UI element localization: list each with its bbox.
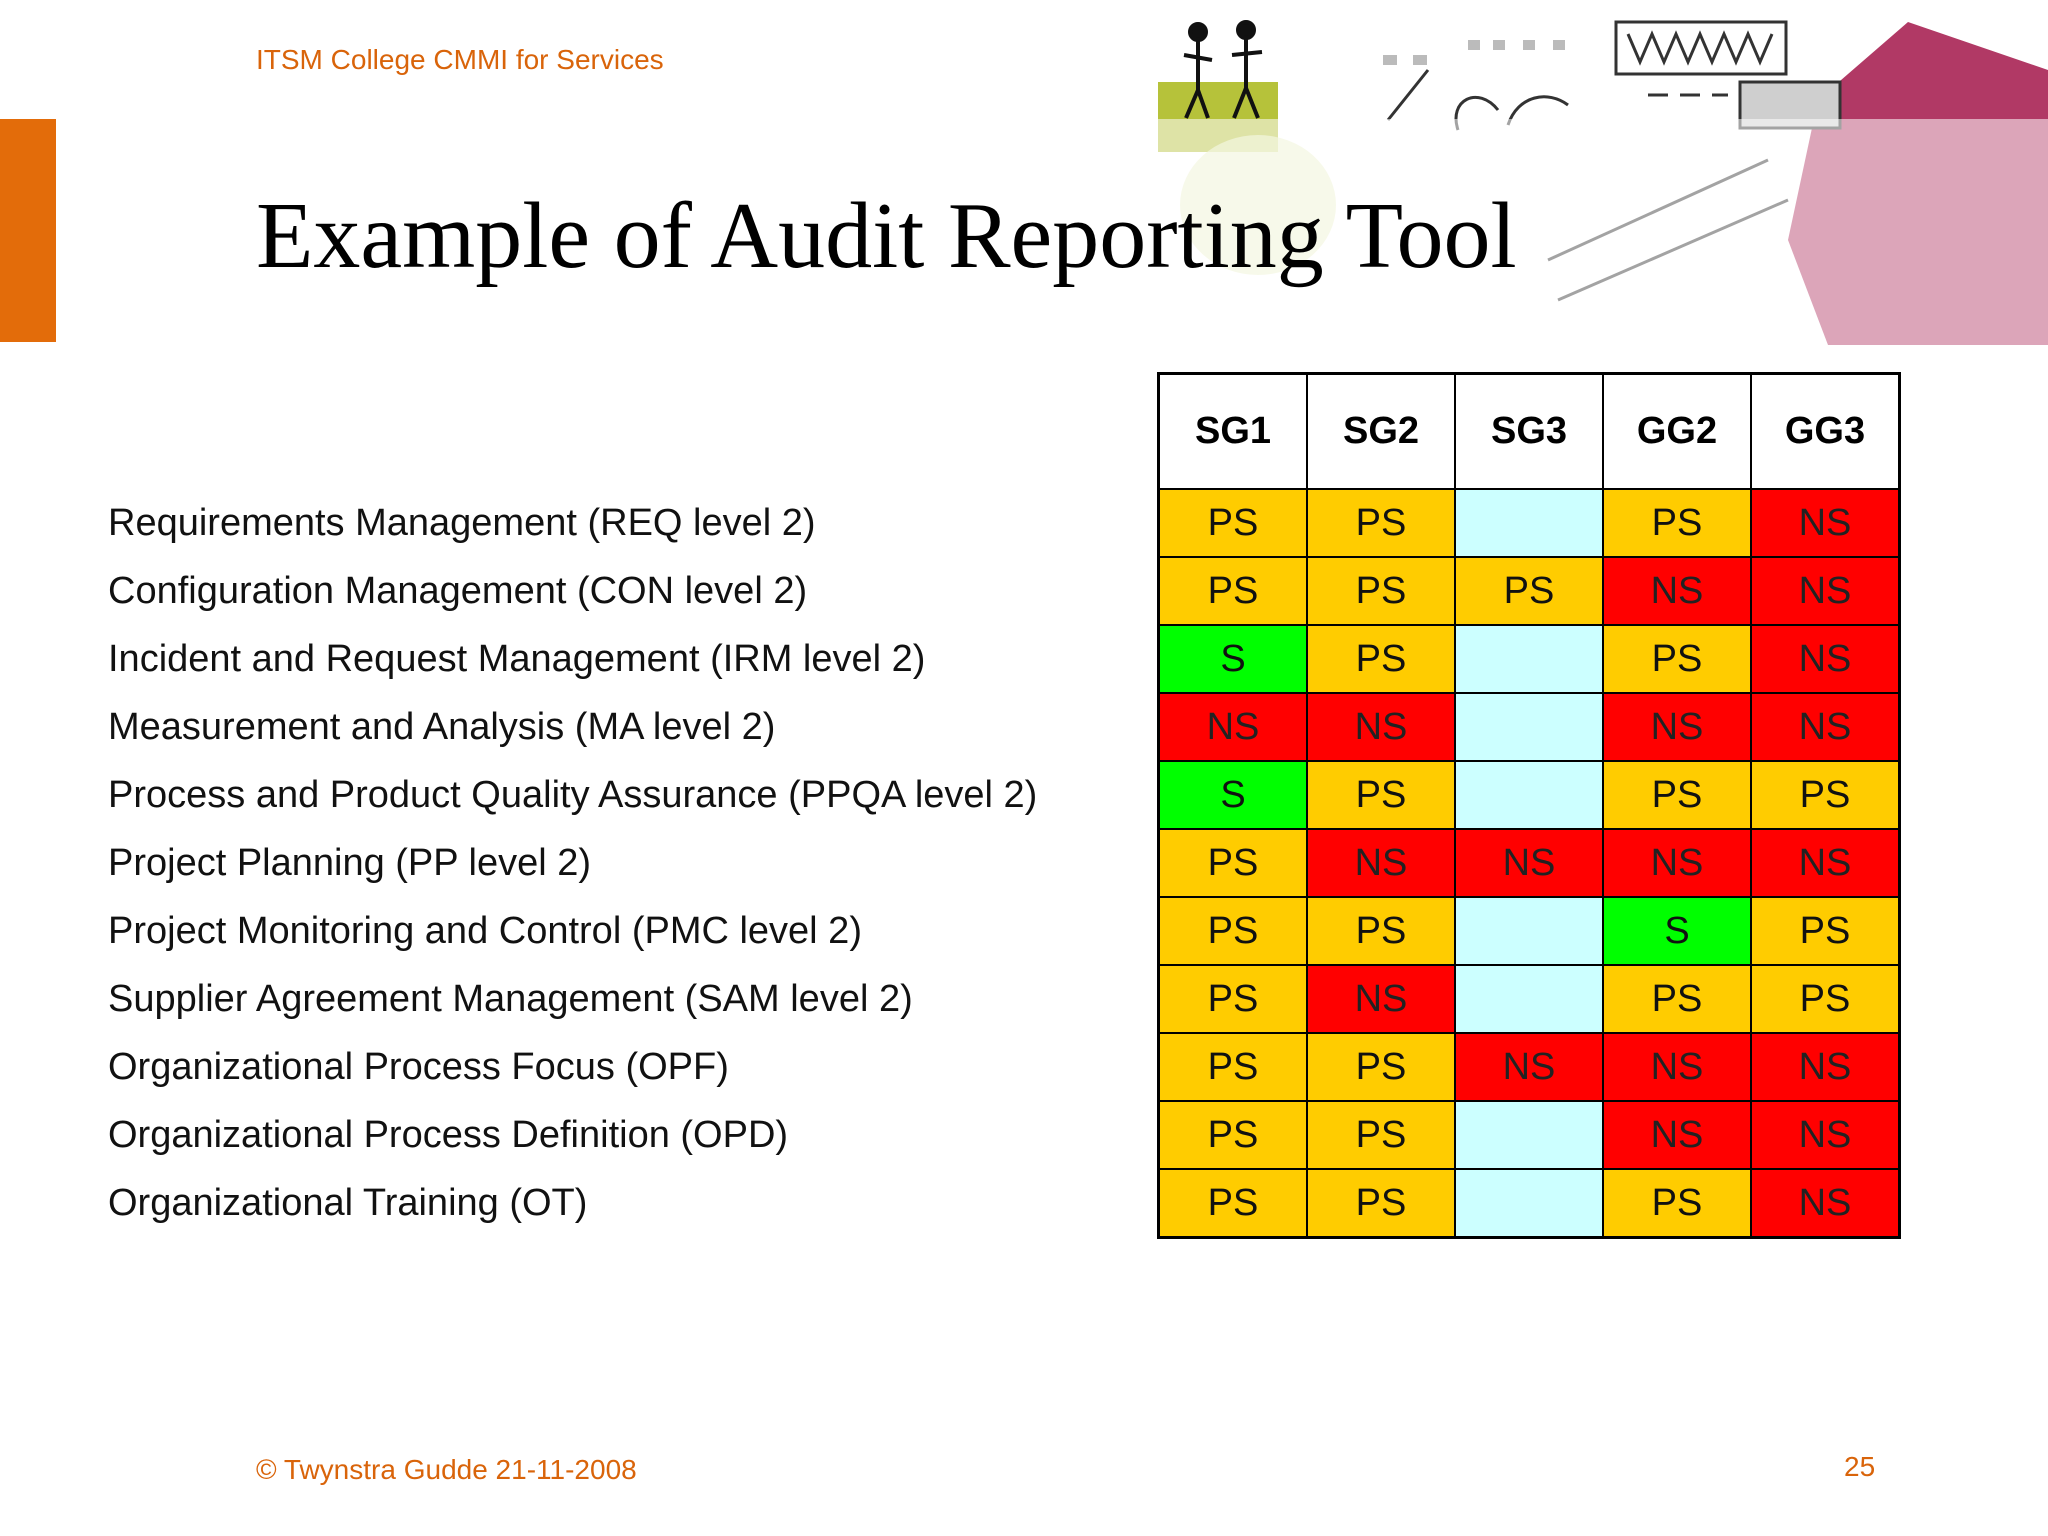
status-cell xyxy=(1455,625,1603,693)
status-cell: NS xyxy=(1603,1101,1751,1169)
status-cell xyxy=(1455,489,1603,557)
status-cell: PS xyxy=(1307,557,1455,625)
status-cell xyxy=(1455,693,1603,761)
status-cell: PS xyxy=(1751,761,1900,829)
status-cell: PS xyxy=(1159,1101,1308,1169)
table-row xyxy=(1159,965,1900,1033)
status-cell xyxy=(1455,965,1603,1033)
status-cell: PS xyxy=(1603,965,1751,1033)
status-cell: NS xyxy=(1751,829,1900,897)
status-cell: NS xyxy=(1603,1033,1751,1101)
status-cell: S xyxy=(1603,897,1751,965)
table-row xyxy=(1159,1169,1900,1238)
column-header: GG3 xyxy=(1751,374,1900,490)
status-cell: NS xyxy=(1455,1033,1603,1101)
status-cell: NS xyxy=(1751,489,1900,557)
status-cell: NS xyxy=(1751,1033,1900,1101)
status-cell: S xyxy=(1159,761,1308,829)
accent-bar xyxy=(0,119,56,342)
status-cell: PS xyxy=(1751,965,1900,1033)
table-row xyxy=(1159,829,1900,897)
row-label: Incident and Request Management (IRM level 2) xyxy=(108,638,926,680)
status-cell: PS xyxy=(1751,897,1900,965)
status-cell: NS xyxy=(1603,829,1751,897)
status-cell: PS xyxy=(1307,1169,1455,1238)
status-cell: PS xyxy=(1307,625,1455,693)
status-cell: NS xyxy=(1751,625,1900,693)
table-row xyxy=(1159,693,1900,761)
status-cell: PS xyxy=(1307,1101,1455,1169)
row-label: Requirements Management (REQ level 2) xyxy=(108,502,816,544)
status-cell: NS xyxy=(1307,693,1455,761)
row-label: Organizational Training (OT) xyxy=(108,1182,588,1224)
status-cell xyxy=(1455,1169,1603,1238)
table-row xyxy=(1159,897,1900,965)
status-cell: PS xyxy=(1159,1033,1308,1101)
column-header: SG3 xyxy=(1455,374,1603,490)
table-body xyxy=(1159,489,1900,1238)
status-cell: PS xyxy=(1603,489,1751,557)
slide-title: Example of Audit Reporting Tool xyxy=(256,184,1517,288)
status-cell: PS xyxy=(1603,1169,1751,1238)
status-cell: PS xyxy=(1603,761,1751,829)
table-row xyxy=(1159,557,1900,625)
status-cell: NS xyxy=(1603,557,1751,625)
status-cell: NS xyxy=(1455,829,1603,897)
table-header-row xyxy=(1159,374,1900,490)
status-cell: PS xyxy=(1307,761,1455,829)
status-cell: S xyxy=(1159,625,1308,693)
status-cell: NS xyxy=(1603,693,1751,761)
page-number: 25 xyxy=(1844,1451,1876,1482)
row-label: Supplier Agreement Management (SAM level 2) xyxy=(108,978,913,1020)
footer-copyright: © Twynstra Gudde 21-11-2008 xyxy=(256,1454,637,1485)
table-row xyxy=(1159,1101,1900,1169)
row-label: Organizational Process Definition (OPD) xyxy=(108,1114,789,1156)
status-cell: PS xyxy=(1603,625,1751,693)
table-row xyxy=(1159,1033,1900,1101)
status-cell: PS xyxy=(1159,897,1308,965)
row-label: Project Planning (PP level 2) xyxy=(108,842,591,884)
row-label: Process and Product Quality Assurance (PPQA level 2) xyxy=(108,774,1038,816)
status-cell: NS xyxy=(1159,693,1308,761)
banner-illustration xyxy=(1128,0,2048,345)
status-cell: PS xyxy=(1307,897,1455,965)
status-cell: NS xyxy=(1751,557,1900,625)
column-header: GG2 xyxy=(1603,374,1751,490)
column-header: SG2 xyxy=(1307,374,1455,490)
status-cell xyxy=(1455,1101,1603,1169)
status-cell: NS xyxy=(1751,693,1900,761)
status-cell: PS xyxy=(1159,557,1308,625)
status-cell xyxy=(1455,897,1603,965)
status-cell: PS xyxy=(1455,557,1603,625)
audit-status-table xyxy=(1157,372,1901,1239)
column-header: SG1 xyxy=(1159,374,1308,490)
status-cell: NS xyxy=(1307,829,1455,897)
status-cell: PS xyxy=(1159,965,1308,1033)
status-cell: NS xyxy=(1751,1169,1900,1238)
status-cell: PS xyxy=(1159,829,1308,897)
table-row xyxy=(1159,761,1900,829)
row-label: Configuration Management (CON level 2) xyxy=(108,570,808,612)
status-cell: NS xyxy=(1307,965,1455,1033)
row-label: Measurement and Analysis (MA level 2) xyxy=(108,706,776,748)
row-label: Organizational Process Focus (OPF) xyxy=(108,1046,729,1088)
status-cell: PS xyxy=(1307,489,1455,557)
status-cell: PS xyxy=(1159,489,1308,557)
row-label: Project Monitoring and Control (PMC level 2) xyxy=(108,910,862,952)
status-cell xyxy=(1455,761,1603,829)
header-label: ITSM College CMMI for Services xyxy=(256,44,664,75)
table-row xyxy=(1159,625,1900,693)
row-label-list xyxy=(108,489,1128,1237)
status-cell: PS xyxy=(1159,1169,1308,1238)
status-cell: NS xyxy=(1751,1101,1900,1169)
table-row xyxy=(1159,489,1900,557)
status-cell: PS xyxy=(1307,1033,1455,1101)
